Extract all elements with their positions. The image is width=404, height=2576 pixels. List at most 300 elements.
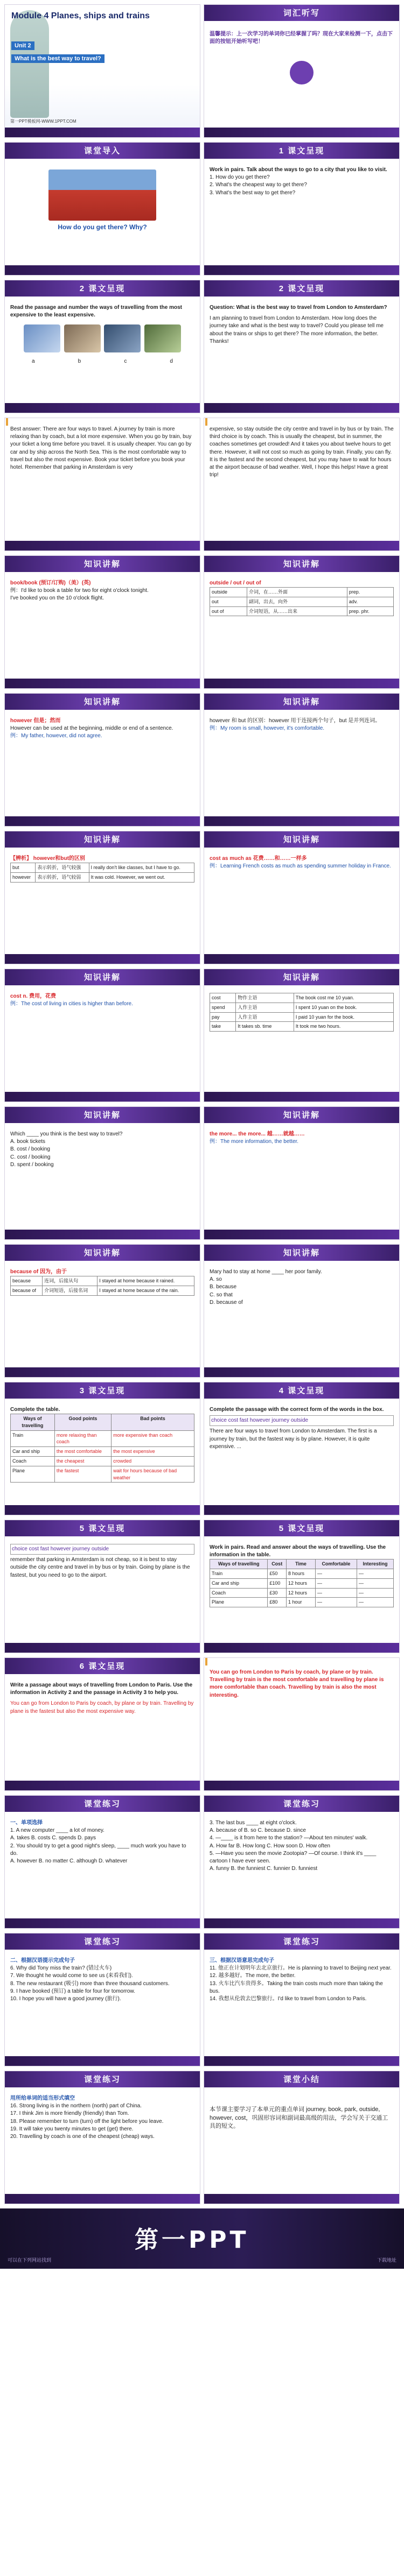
table-header: Ways of travelling bbox=[210, 1559, 268, 1569]
table-cell: 12 hours bbox=[287, 1588, 316, 1598]
passage-text: I am planning to travel from London to Amsterdam. How long does the journey take and what is the best way to travel? Could you please tell me about the trains or ships to get there? The more information, the better. Thanks! bbox=[210, 315, 384, 344]
slide-footer bbox=[204, 1918, 399, 1928]
example-2: I've booked you on the 10 o'clock flight. bbox=[10, 595, 104, 602]
slide-footer bbox=[204, 954, 399, 964]
slide-footer bbox=[204, 403, 399, 413]
slide-footer bbox=[5, 1367, 200, 1377]
activity-instruction: Work in pairs. Talk about the ways to go to a city that you like to visit. bbox=[210, 167, 387, 173]
slide-footer bbox=[5, 1918, 200, 1928]
slide-heading: 2 课文呈现 bbox=[278, 284, 325, 293]
slide-body bbox=[10, 1682, 194, 1779]
slide-body bbox=[210, 580, 394, 676]
table-cell: however bbox=[11, 872, 36, 882]
travel-table bbox=[10, 1414, 194, 1483]
slide-heading: 课堂练习 bbox=[83, 2075, 121, 2084]
table-cell: 介词短语，后接名词 bbox=[43, 1286, 97, 1295]
table-cell: I stayed at home because of the rain. bbox=[97, 1286, 194, 1295]
table-cell: out bbox=[210, 597, 247, 606]
slide-row bbox=[4, 142, 400, 276]
summary-text: 本节课主要学习了本单元的重点单词 journey, book, park, outside, however, cost，巩固形容词和副词最高级的用法，学会写关于交通工具的短文。 bbox=[210, 2106, 388, 2130]
slide-footer bbox=[5, 2056, 200, 2066]
table-cell: because of bbox=[11, 1286, 43, 1295]
question-2: 2. What's the cheapest way to get there? bbox=[210, 182, 307, 188]
slide-body bbox=[210, 166, 394, 263]
table-cell: because bbox=[11, 1276, 43, 1286]
brand-logo: 第一PPT bbox=[135, 2226, 249, 2254]
table-row bbox=[11, 1447, 194, 1457]
practice-question: 3. The last bus ____ at eight o'clock. bbox=[210, 1820, 297, 1826]
comparison-table bbox=[10, 863, 194, 883]
slide-heading: 知识讲解 bbox=[283, 973, 320, 982]
slide-intro[interactable] bbox=[4, 142, 200, 276]
slide-body bbox=[210, 304, 394, 401]
activity-instruction: Work in pairs. Read and answer about the ways of travelling. Use the information in the table. bbox=[210, 1544, 386, 1558]
passage-text: Best answer: There are four ways to travel. A journey by train is more relaxing than by coach, but a lot more expensive. When you go by train, buy your ticket a long time before you travel. It is usually cheaper. You can go by car and by ship across the North Sea. This is the most comfortable way to travel but also the most expensive. Book your ticket before you book your hotel. Remember that parking in Amsterdam is very bbox=[10, 426, 192, 470]
slide-footer bbox=[204, 1505, 399, 1515]
slide-body bbox=[10, 993, 194, 1090]
table-cell: — bbox=[357, 1598, 393, 1607]
table-cell: prep. phr. bbox=[347, 606, 393, 616]
slide-cost-noun[interactable] bbox=[4, 969, 200, 1102]
knowledge-point: however 但是；然而 bbox=[10, 718, 61, 724]
part-title: 二、根据汉语提示完成句子 bbox=[10, 1958, 75, 1964]
table-header: Interesting bbox=[357, 1559, 393, 1569]
table-cell: — bbox=[357, 1578, 393, 1588]
practice-question: 9. I have booked (预订) a table for four for tomorrow. bbox=[10, 1988, 135, 1994]
example-text: 例：The cost of living in cities is higher than before. bbox=[10, 1001, 133, 1007]
table-header: Comfortable bbox=[315, 1559, 357, 1569]
table-header: Time bbox=[287, 1559, 316, 1569]
slide-body bbox=[10, 1131, 194, 1227]
slide-because-of[interactable] bbox=[4, 1244, 200, 1378]
comparison-table bbox=[210, 993, 394, 1032]
table-row bbox=[11, 1430, 194, 1447]
table-cell: I stayed at home because it rained. bbox=[97, 1276, 194, 1286]
slide-footer bbox=[204, 1643, 399, 1653]
table-cell: 表示转折，语气较弱 bbox=[36, 872, 89, 882]
slide-body bbox=[10, 855, 194, 952]
table-cell: the cheapest bbox=[54, 1457, 111, 1466]
slide-sample-writing[interactable] bbox=[204, 1657, 400, 1791]
slide-body bbox=[210, 1957, 394, 2054]
table-cell: I paid 10 yuan for the book. bbox=[294, 1012, 393, 1022]
table-cell: the most expensive bbox=[112, 1447, 194, 1457]
slide-body bbox=[10, 717, 194, 814]
slide-footer bbox=[5, 1230, 200, 1239]
option-a[interactable]: A. so bbox=[210, 1276, 222, 1283]
table-row bbox=[11, 1276, 194, 1286]
slide-heading: 知识讲解 bbox=[283, 697, 320, 707]
table-cell: cost bbox=[210, 993, 236, 1003]
slide-body bbox=[210, 1544, 394, 1641]
slide-heading: 知识讲解 bbox=[283, 1111, 320, 1120]
option-d[interactable]: D. because of bbox=[210, 1299, 243, 1305]
table-header: Ways of travelling bbox=[11, 1414, 55, 1431]
slide-footer bbox=[5, 2194, 200, 2204]
table-cell: but bbox=[11, 863, 36, 873]
slide-footer bbox=[5, 403, 200, 413]
slide-body bbox=[10, 426, 194, 539]
slide-footer bbox=[204, 1230, 399, 1239]
practice-question: 1. A new computer ____ a lot of money. bbox=[10, 1827, 105, 1834]
slide-footer bbox=[204, 1092, 399, 1102]
example-text: 例：The more information, the better. bbox=[210, 1139, 299, 1145]
slide-footer bbox=[5, 1505, 200, 1515]
table-cell: 介词短语，从……出来 bbox=[247, 606, 347, 616]
slide-footer bbox=[204, 2194, 399, 2204]
option-b[interactable]: B. cost / booking bbox=[10, 1146, 50, 1153]
table-cell: £50 bbox=[268, 1569, 287, 1579]
slide-body bbox=[10, 2095, 194, 2192]
train-image bbox=[144, 324, 181, 352]
activity-instruction: Write a passage about ways of travelling from London to Paris. Use the information in Activity 2 and the passage in Activity 3 to help you. bbox=[10, 1682, 193, 1696]
intro-question: How do you get there? Why? bbox=[58, 223, 147, 231]
slide-body bbox=[10, 1406, 194, 1503]
table-row bbox=[210, 588, 394, 597]
slide-heading: 课堂练习 bbox=[83, 1937, 121, 1946]
knowledge-point: book/book (预订/订购)（美）(英) bbox=[10, 580, 91, 586]
practice-question: 20. Travelling by coach is one of the cheapest (cheap) ways. bbox=[10, 2133, 155, 2140]
slide-the-more[interactable] bbox=[204, 1106, 400, 1240]
slide-row bbox=[4, 1244, 400, 1378]
table-row bbox=[210, 1569, 394, 1579]
table-cell: £30 bbox=[268, 1588, 287, 1598]
slide-heading: 课堂小结 bbox=[283, 2075, 320, 2084]
comparison-table bbox=[10, 1276, 194, 1296]
table-cell: £100 bbox=[268, 1578, 287, 1588]
corner-mark bbox=[205, 1658, 207, 1665]
slide-footer bbox=[204, 1781, 399, 1790]
example-text: 例：Learning French costs as much as spending summer holiday in France. bbox=[210, 863, 391, 870]
coach-image bbox=[64, 324, 101, 352]
slide-practice4[interactable] bbox=[204, 1933, 400, 2066]
knowledge-point: the more... the more... 越……就越…… bbox=[210, 1131, 305, 1137]
table-cell: more expensive than coach bbox=[112, 1430, 194, 1447]
passage-text: expensive, so stay outside the city centre and travel in by bus or by train. The third choice is by coach. This is usually the cheapest, but in summer, the coaches sometimes get crowded! And it takes you about twelve hours to get there. However, it will not cost so much as going by train. Finally, you can fly. It is the fastest and the second cheapest, but you may have to wait for hours at the airport because of bad weather. Well, I hope this helps! Have a great trip! bbox=[210, 426, 394, 478]
slide-heading: 知识讲解 bbox=[283, 560, 320, 569]
corner-mark bbox=[6, 418, 8, 426]
table-cell: 副词，出去，向外 bbox=[247, 597, 347, 606]
table-cell: 8 hours bbox=[287, 1569, 316, 1579]
slide-footer bbox=[5, 816, 200, 826]
practice-question: 8. The new restaurant (吸引) more than three thousand customers. bbox=[10, 1980, 170, 1987]
knowledge-point: cost n. 费用，花费 bbox=[10, 993, 57, 999]
practice-question: 18. Please remember to turn (turn) off the light before you leave. bbox=[10, 2118, 164, 2125]
slide-practice3[interactable] bbox=[4, 1933, 200, 2066]
knowledge-point: because of 因为，由于 bbox=[10, 1269, 67, 1275]
slide-footer bbox=[5, 1643, 200, 1653]
slide-footer bbox=[5, 1781, 200, 1790]
practice-question: 2. You should try to get a good night's sleep, ____ much work you have to do. bbox=[10, 1843, 186, 1857]
table-row bbox=[210, 1012, 394, 1022]
slide-summary[interactable] bbox=[204, 2071, 400, 2204]
table-cell: more relaxing than coach bbox=[54, 1430, 111, 1447]
slide-body bbox=[210, 426, 394, 539]
label-b: b bbox=[78, 358, 81, 364]
slide-body bbox=[210, 1268, 394, 1365]
plane-image bbox=[24, 324, 60, 352]
slide-footer bbox=[204, 679, 399, 688]
table-cell: 连词，后接从句 bbox=[43, 1276, 97, 1286]
slide-body bbox=[10, 580, 194, 676]
slide-heading: 课堂练习 bbox=[283, 1799, 320, 1809]
table-cell: Train bbox=[11, 1430, 55, 1447]
tiananmen-image bbox=[48, 170, 156, 221]
slide-dictation[interactable] bbox=[204, 4, 400, 138]
knowledge-point: outside / out / out of bbox=[210, 580, 261, 586]
slide-body bbox=[210, 717, 394, 814]
practice-question: 7. We thought he would come to see us (来看我们). bbox=[10, 1973, 133, 1979]
table-cell: Car and ship bbox=[11, 1447, 55, 1457]
part-title: 用所给单词的适当形式填空 bbox=[10, 2095, 75, 2101]
table-cell: adv. bbox=[347, 597, 393, 606]
slide-row bbox=[4, 1795, 400, 1929]
transport-images bbox=[10, 324, 194, 355]
table-cell: It takes sb. time bbox=[236, 1022, 294, 1032]
slide-footer bbox=[204, 816, 399, 826]
slide-body bbox=[210, 1406, 394, 1503]
slide-exercise-cost[interactable] bbox=[4, 1106, 200, 1240]
slide-activity6[interactable] bbox=[4, 1657, 200, 1791]
table-cell: The book cost me 10 yuan. bbox=[294, 993, 393, 1003]
table-cell: — bbox=[315, 1598, 357, 1607]
activity-instruction: Read the passage and number the ways of travelling from the most expensive to the least expensive. bbox=[10, 305, 182, 319]
brand-right-note: 下载地址 bbox=[377, 2257, 396, 2263]
unit-question: What is the best way to travel? bbox=[11, 54, 105, 63]
slide-footer bbox=[204, 265, 399, 275]
slide-row bbox=[4, 555, 400, 689]
slide-row bbox=[4, 831, 400, 964]
slide-body bbox=[210, 1669, 394, 1779]
image-labels bbox=[10, 358, 194, 365]
slide-passage-a[interactable] bbox=[4, 418, 200, 551]
table-cell: £80 bbox=[268, 1598, 287, 1607]
table-cell: — bbox=[315, 1569, 357, 1579]
slide-activity3[interactable] bbox=[4, 1382, 200, 1515]
table-row bbox=[210, 1578, 394, 1588]
table-cell: Coach bbox=[11, 1457, 55, 1466]
knowledge-point: cost as much as 花费……和……一样多 bbox=[210, 856, 307, 862]
knowledge-point: 【辨析】 however和but的区别 bbox=[10, 856, 85, 862]
table-cell: It took me two hours. bbox=[294, 1022, 393, 1032]
slide-row bbox=[4, 2071, 400, 2204]
question-text: Question: What is the best way to travel from London to Amsterdam? bbox=[210, 305, 387, 310]
slide-footer bbox=[5, 679, 200, 688]
slide-knowledge-however2[interactable] bbox=[204, 693, 400, 827]
slide-cost-spend[interactable] bbox=[204, 969, 400, 1102]
table-header: Bad points bbox=[112, 1414, 194, 1431]
option-b[interactable]: B. because bbox=[210, 1284, 237, 1290]
slide-passage-b[interactable] bbox=[204, 418, 400, 551]
slide-row bbox=[4, 4, 400, 138]
practice-question: 5. —Have you seen the movie Zootopia? —Of course. I think it's ____ cartoon I have ever seen. bbox=[210, 1850, 377, 1864]
slide-knowledge-however[interactable] bbox=[4, 693, 200, 827]
slide-body bbox=[10, 1819, 194, 1916]
table-cell: 表示转折，语气较强 bbox=[36, 863, 89, 873]
slide-heading: 知识讲解 bbox=[83, 1248, 121, 1258]
slide-footer bbox=[204, 128, 399, 137]
table-cell: 物作主语 bbox=[236, 993, 294, 1003]
sample-text: You can go from London to Paris by coach, by plane or by train. Travelling by plane is the fastest but also the most expensive way. bbox=[10, 1700, 194, 1714]
practice-question: 14. 我想从伦敦去巴黎旅行。I'd like to travel from London to Paris. bbox=[210, 1995, 367, 2002]
table-cell: crowded bbox=[112, 1457, 194, 1466]
slide-footer bbox=[5, 1092, 200, 1102]
table-row bbox=[210, 597, 394, 606]
table-header-row bbox=[210, 1559, 394, 1569]
practice-options: A. takes B. costs C. spends D. pays bbox=[10, 1835, 96, 1841]
slide-knowledge-book[interactable] bbox=[4, 555, 200, 689]
table-cell: 介词，在……外面 bbox=[247, 588, 347, 597]
table-row bbox=[11, 863, 194, 873]
page bbox=[0, 4, 404, 2576]
slide-knowledge-outside[interactable] bbox=[204, 555, 400, 689]
slide-heading: 1 课文呈现 bbox=[278, 146, 325, 156]
slide-activity2[interactable] bbox=[4, 280, 200, 413]
table-cell: 人作主语 bbox=[236, 1012, 294, 1022]
slide-heading: 知识讲解 bbox=[283, 1248, 320, 1258]
table-cell: — bbox=[357, 1569, 393, 1579]
practice-question: 12. 越多越好。The more, the better. bbox=[210, 1973, 296, 1979]
part-title: 一、单项选择 bbox=[10, 1820, 43, 1826]
question-1: 1. How do you get there? bbox=[210, 174, 270, 181]
table-cell: Plane bbox=[11, 1466, 55, 1483]
dictation-text: 温馨提示：上一次学习的单词你已经掌握了吗？现在大家来检测一下，点击下面的按钮开始听写吧！ bbox=[210, 31, 393, 45]
slide-heading: 6 课文呈现 bbox=[79, 1662, 126, 1671]
slide-row bbox=[4, 1657, 400, 1791]
activity-instruction: Complete the table. bbox=[10, 1407, 60, 1413]
ship-image bbox=[104, 324, 141, 352]
slide-body bbox=[10, 1544, 194, 1641]
table-cell: 12 hours bbox=[287, 1578, 316, 1588]
label-c: c bbox=[124, 358, 127, 364]
option-c[interactable]: C. cost / booking bbox=[10, 1154, 51, 1160]
exercise-question: Mary had to stay at home ____ her poor family. bbox=[210, 1269, 322, 1275]
slide-heading: 知识讲解 bbox=[83, 560, 121, 569]
table-cell: prep. bbox=[347, 588, 393, 597]
play-button[interactable] bbox=[290, 61, 314, 84]
slide-body bbox=[210, 31, 394, 125]
sample-text: You can go from London to Paris by coach, by plane or by train. Travelling by train is the most comfortable and travelling by plane is more comfortable than coach. Travelling by train is also the most interesting. bbox=[210, 1669, 384, 1698]
slide-practice2[interactable] bbox=[204, 1795, 400, 1929]
practice-options: A. however B. no matter C. although D. whatever bbox=[10, 1858, 128, 1864]
table-cell: Coach bbox=[210, 1588, 268, 1598]
table-cell: out of bbox=[210, 606, 247, 616]
table-row bbox=[210, 1022, 394, 1032]
table-row bbox=[11, 1286, 194, 1295]
slide-practice5[interactable] bbox=[4, 2071, 200, 2204]
slide-body bbox=[210, 1819, 394, 1916]
exercise-question: Which ____ you think is the best way to travel? bbox=[10, 1131, 123, 1137]
table-cell: wait for hours because of bad weather bbox=[112, 1466, 194, 1483]
pairwork-table bbox=[210, 1559, 394, 1607]
slide-heading: 课堂导入 bbox=[83, 146, 121, 156]
slide-heading: 3 课文呈现 bbox=[79, 1386, 126, 1395]
passage-text: remember that parking in Amsterdam is not cheap, so it is best to stay outside the city centre and travel in by bus or by train. Going by plane is the fastest, but you need to go to the airport. bbox=[10, 1557, 190, 1578]
table-cell: I really don't like classes, but I have to go. bbox=[89, 863, 194, 873]
example-text: 例：My father, however, did not agree. bbox=[10, 733, 102, 739]
slide-heading: 课堂练习 bbox=[283, 1937, 320, 1946]
brand-left-note: 可以在下列网站找到 bbox=[8, 2257, 52, 2263]
slide-heading: 2 课文呈现 bbox=[79, 284, 126, 293]
slide-footer bbox=[204, 2056, 399, 2066]
slide-footer bbox=[204, 1367, 399, 1377]
slide-row bbox=[4, 418, 400, 551]
slide-cost-as-much[interactable] bbox=[204, 831, 400, 964]
slide-row bbox=[4, 1382, 400, 1515]
slide-title-text: Module 4 Planes, ships and trains bbox=[11, 11, 150, 20]
slide-pairwork[interactable] bbox=[204, 1520, 400, 1653]
slide-activity1[interactable] bbox=[204, 142, 400, 276]
table-cell: It was cold. However, we went out. bbox=[89, 872, 194, 882]
slide-practice1[interactable] bbox=[4, 1795, 200, 1929]
table-cell: outside bbox=[210, 588, 247, 597]
example-1: 例：I'd like to book a table for two for eight o'clock tonight. bbox=[10, 588, 149, 594]
play-button-area bbox=[210, 61, 394, 87]
table-cell: 人作主语 bbox=[236, 1003, 294, 1012]
part-title: 三、根据汉语意思完成句子 bbox=[210, 1958, 274, 1964]
explanation-text: However can be used at the beginning, middle or end of a sentence. bbox=[10, 725, 173, 732]
practice-question: 19. It will take you twenty minutes to get (get) there. bbox=[10, 2126, 134, 2132]
example-text: 例：My room is small, however, it's comfortable. bbox=[210, 725, 325, 732]
table-header: Good points bbox=[54, 1414, 111, 1431]
slide-title[interactable] bbox=[4, 4, 200, 138]
slide-activity4[interactable] bbox=[204, 1382, 400, 1515]
slide-row bbox=[4, 280, 400, 413]
table-cell: — bbox=[315, 1588, 357, 1598]
activity-instruction: Complete the passage with the correct form of the words in the box. bbox=[210, 1407, 384, 1413]
table-cell: — bbox=[357, 1588, 393, 1598]
slide-however-but[interactable] bbox=[4, 831, 200, 964]
slide-exercise-because[interactable] bbox=[204, 1244, 400, 1378]
practice-options: A. funny B. the funniest C. funnier D. funniest bbox=[210, 1866, 318, 1872]
option-a[interactable]: A. book tickets bbox=[10, 1139, 46, 1145]
practice-options: A. because of B. so C. because D. since bbox=[210, 1827, 306, 1834]
word-box: choice cost fast however journey outside bbox=[10, 1544, 194, 1555]
table-cell: 1 hour bbox=[287, 1598, 316, 1607]
label-a: a bbox=[32, 358, 35, 364]
table-row bbox=[210, 1588, 394, 1598]
practice-question: 4. —____ is it from here to the station? —About ten minutes' walk. bbox=[210, 1835, 368, 1841]
slide-heading: 知识讲解 bbox=[83, 1111, 121, 1120]
unit-label: Unit 2 bbox=[11, 41, 34, 50]
slide-body bbox=[210, 993, 394, 1090]
slide-activity5[interactable] bbox=[4, 1520, 200, 1653]
slide-footer bbox=[5, 128, 200, 137]
table-cell: I spent 10 yuan on the book. bbox=[294, 1003, 393, 1012]
practice-question: 16. Strong living is in the northern (north) part of China. bbox=[10, 2103, 142, 2109]
table-cell: Plane bbox=[210, 1598, 268, 1607]
slide-heading: 知识讲解 bbox=[83, 697, 121, 707]
option-c[interactable]: C. so that bbox=[210, 1291, 233, 1298]
slide-body bbox=[210, 2095, 394, 2192]
table-cell: Train bbox=[210, 1569, 268, 1579]
table-cell: spend bbox=[210, 1003, 236, 1012]
slide-row bbox=[4, 969, 400, 1102]
slide-question[interactable] bbox=[204, 280, 400, 413]
slide-row bbox=[4, 1520, 400, 1653]
practice-question: 11. 他正在计划明年去北京旅行。He is planning to travel to Beijing next year. bbox=[210, 1965, 392, 1972]
slide-body bbox=[10, 1268, 194, 1365]
explanation-text: however 和 but 的区别：however 用于连接两个句子，but 是并列连词。 bbox=[210, 718, 381, 724]
table-row bbox=[210, 1598, 394, 1607]
table-row bbox=[11, 1457, 194, 1466]
slide-heading: 5 课文呈现 bbox=[278, 1524, 325, 1533]
practice-question: 6. Why did Tony miss the train? (错过火车) bbox=[10, 1965, 112, 1972]
slide-body bbox=[210, 855, 394, 952]
option-d[interactable]: D. spent / booking bbox=[10, 1161, 54, 1168]
slide-footer bbox=[204, 541, 399, 551]
slide-heading: 课堂练习 bbox=[83, 1799, 121, 1809]
